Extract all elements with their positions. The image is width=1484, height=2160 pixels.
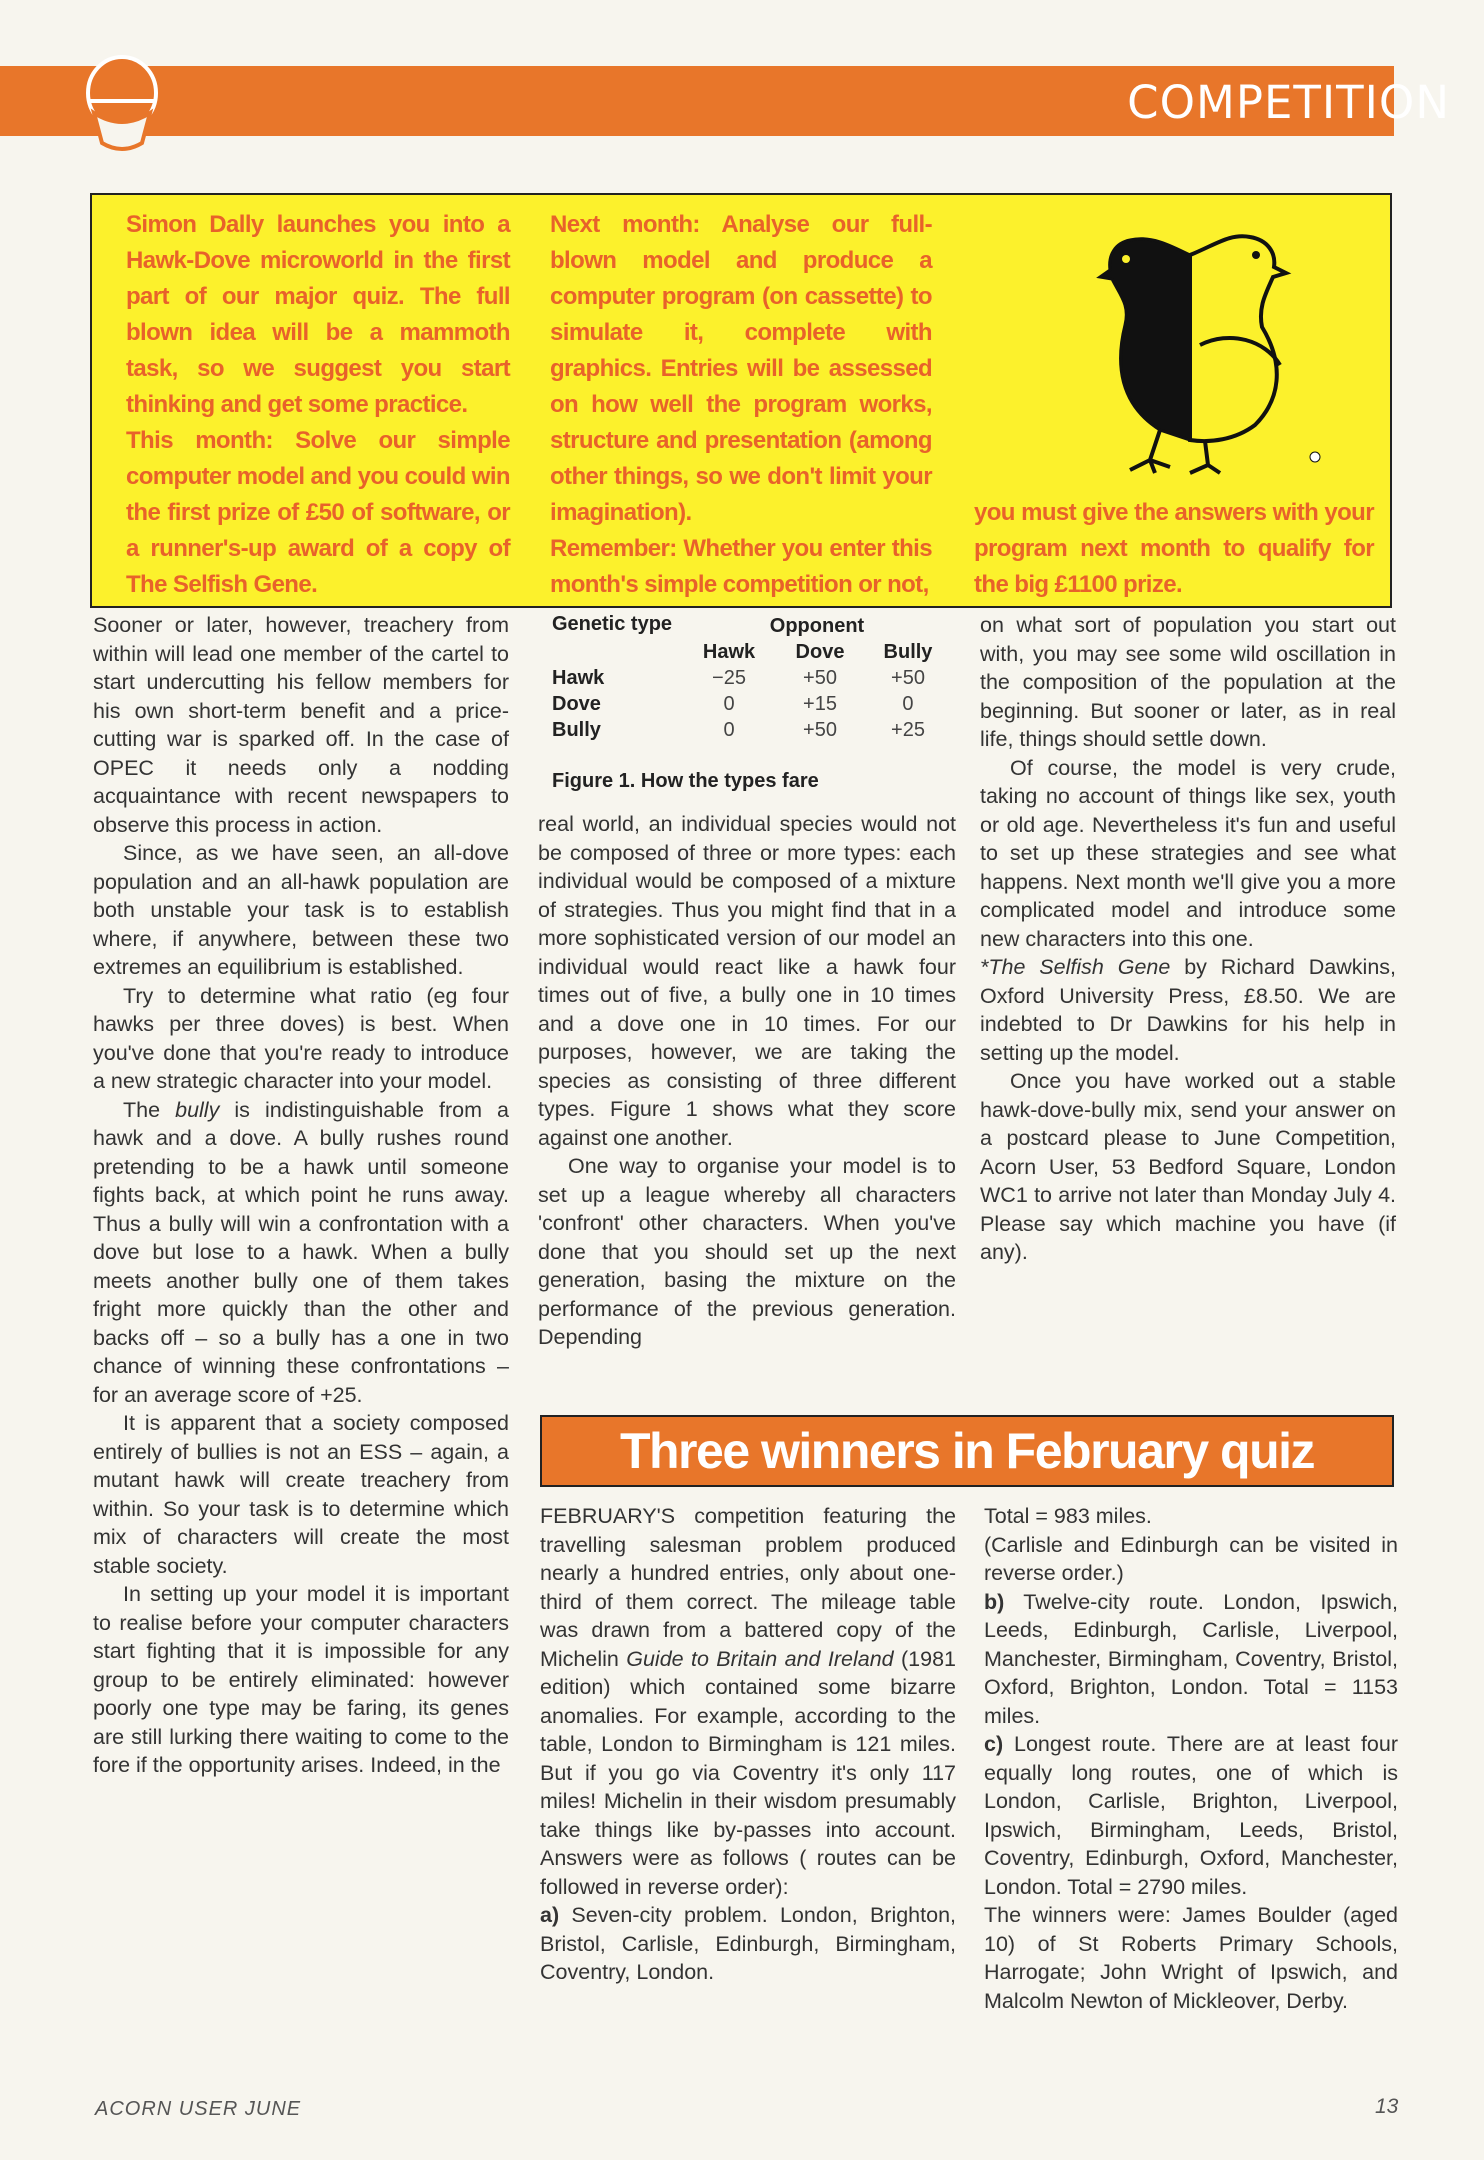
footer-publication: ACORN USER JUNE xyxy=(95,2098,302,2120)
intro-text: Remember: Whether you enter this month's simple competition or not, xyxy=(550,535,932,598)
italic-term: Guide to Britain and Ireland xyxy=(626,1646,894,1671)
section-label: COMPETITION xyxy=(1127,76,1450,129)
row-label: Bully xyxy=(552,718,601,741)
body-paragraph: In setting up your model it is important to realise before your computer characters start fighting that it is impossible for any group to be entirely eliminated: however poorly one type may be faring, its genes are still lurking there waiting to come to the fore if the opportunity arises. Indeed, in the xyxy=(93,1582,509,1777)
genetic-type-header: Genetic type xyxy=(552,613,673,635)
body-paragraph: real world, an individual species would not be composed of three or more types: each individual would be composed of a mixture of strategies. Thus you might find that in a more sophisticated version of our model an individual would react like a hawk four times out of five, a bully one in 10 times and a dove one in 10 times. For our purposes, however, we are taking the species as consisting of three different types. Figure 1 shows what they score against one another. xyxy=(538,812,956,1150)
winners-column-2 xyxy=(984,1502,1398,2015)
body-paragraph: Total = 983 miles. xyxy=(984,1504,1152,1528)
table-cell: +15 xyxy=(803,692,837,715)
body-paragraph: Once you have worked out a stable hawk-dove-bully mix, send your answer on a postcard please to June Competition, Acorn User, 53 Bedford Square, London WC1 to arrive not later than Monday July 4. Please say which machine you have (if any). xyxy=(980,1069,1396,1264)
italic-term: *The Selfish Gene xyxy=(980,955,1171,979)
table-cell: +50 xyxy=(803,718,837,741)
table-row xyxy=(552,717,952,743)
body-paragraph xyxy=(540,1901,956,1987)
figure-caption: Figure 1. How the types fare xyxy=(552,770,819,792)
winners-headline-bar xyxy=(540,1415,1394,1487)
row-label: Dove xyxy=(552,692,601,715)
column-header: Hawk xyxy=(702,640,756,663)
table-cell: 0 xyxy=(723,692,735,715)
hawk-dove-bird-icon xyxy=(1030,215,1350,485)
text-span: Longest route. There are at least four equally long routes, one of which is London, Carlisle, Brighton, Liverpool, Ipswich, Birmingham, Leeds, Bristol, Coventry, Edinburgh, Oxford, Manchester, London. Total = 2790 miles. xyxy=(984,1732,1398,1899)
page-number: 13 xyxy=(1375,2095,1399,2118)
row-label: Hawk xyxy=(552,666,605,689)
intro-column-1 xyxy=(126,207,510,603)
intro-column-2 xyxy=(550,207,932,603)
intro-column-3 xyxy=(974,495,1374,603)
body-paragraph: One way to organise your model is to set up a league whereby all characters 'confront' other characters. When you've done that you should set up the next generation, basing the mixture on the performance of the previous generation. Depending xyxy=(538,1154,956,1349)
text-span: Seven-city problem. London, Brighton, Bristol, Carlisle, Edinburgh, Birmingham, Coventry, London. xyxy=(540,1903,956,1984)
table-row xyxy=(552,665,952,691)
body-paragraph: (Carlisle and Edinburgh can be visited in reverse order.) xyxy=(984,1532,1398,1585)
body-paragraph: Sooner or later, however, treachery from within will lead one member of the cartel to start undercutting his fellow members for his own short-term benefit and a price-cutting war is sparked off. In the case of OPEC it needs only a nodding acquaintance with recent newspapers to observe this process in action. xyxy=(93,613,509,837)
table-cell: −25 xyxy=(712,666,746,689)
article-column-1 xyxy=(93,611,509,1780)
body-paragraph xyxy=(984,1588,1398,1731)
body-paragraph: Try to determine what ratio (eg four hawks per three doves) is best. When you've done that you're ready to introduce a new strategic character into your model. xyxy=(93,983,509,1093)
text-span: FEBRUARY'S competition featuring the travelling salesman problem produced nearly a hundred entries, only about one-third of them correct. The mileage table was drawn from a battered copy of the Michelin xyxy=(540,1504,956,1671)
answer-label: c) xyxy=(984,1732,1004,1756)
opponent-header: Opponent xyxy=(769,614,865,637)
intro-text: This month: Solve our simple computer model and you could win the first prize of £50 of software, or a runner's-up award of a copy of The Selfish Gene. xyxy=(126,427,510,598)
body-paragraph: Since, as we have seen, an all-dove population and an all-hawk population are both unstable your task is to establish where, if anywhere, between these two extremes an equilibrium is established. xyxy=(93,841,509,979)
column-header: Bully xyxy=(883,640,933,663)
body-paragraph xyxy=(93,1096,509,1410)
italic-term: bully xyxy=(175,1097,220,1122)
intro-text: you must give the answers with your program next month to qualify for the big £1100 prize. xyxy=(974,499,1374,598)
column-header: Dove xyxy=(795,640,845,663)
text-span: The xyxy=(123,1097,176,1122)
article-column-2 xyxy=(538,810,956,1352)
table-cell: +50 xyxy=(891,666,925,689)
figure-table xyxy=(552,613,952,743)
text-span: by Richard Dawkins, Oxford University Press, £8.50. We are indebted to Dr Dawkins for his help in setting up the model. xyxy=(980,955,1396,1065)
text-span: Twelve-city route. London, Ipswich, Leeds, Edinburgh, Carlisle, Liverpool, Manchester, Birmingham, Coventry, Bristol, Oxford, Brighton, London. Total = 1153 miles. xyxy=(984,1589,1398,1728)
text-span: is indistinguishable from a hawk and a dove. A bully rushes round pretending to be a hawk until someone fights back, at which point he runs away. Thus a bully will win a confrontation with a dove but lose to a hawk. When a bully meets another bully one of them takes fright more quickly than the other and backs off – so a bully has a one in two chance of winning these confrontations – for an average score of +25. xyxy=(93,1097,509,1407)
body-paragraph: on what sort of population you start out with, you may see some wild oscillation in the composition of the population at the beginning. But sooner or later, as in real life, things should settle down. xyxy=(980,613,1396,751)
body-paragraph xyxy=(540,1502,956,1901)
table-cell: +25 xyxy=(891,718,925,741)
table-cell: +50 xyxy=(803,666,837,689)
winners-headline: Three winners in February quiz xyxy=(619,1423,1315,1479)
body-paragraph xyxy=(984,1730,1398,1901)
body-paragraph: The winners were: James Boulder (aged 10) of St Roberts Primary Schools, Harrogate; John Wright of Ipswich, and Malcolm Newton of Mickleover, Derby. xyxy=(984,1903,1398,2013)
table-cell: 0 xyxy=(723,718,735,741)
article-column-3 xyxy=(980,611,1396,1267)
body-paragraph: Of course, the model is very crude, taking no account of things like sex, youth or old age. Nevertheless it's fun and useful to set up these strategies and see what happens. Next month we'll give you a more complicated model and introduce some new characters into this one. xyxy=(980,755,1396,951)
acorn-egg-logo-icon xyxy=(80,55,164,159)
body-paragraph: It is apparent that a society composed entirely of bullies is not an ESS – again, a mutant hawk will create treachery from within. So your task is to determine which mix of characters will create the most stable society. xyxy=(93,1411,509,1578)
winners-column-1 xyxy=(540,1502,956,1987)
text-span: (1981 edition) which contained some bizarre anomalies. For example, according to the table, London to Birmingham is 121 miles. But if you go via Coventry it's only 117 miles! Michelin in their wisdom presumably take things like by-passes into account. Answers were as follows ( routes can be followed in reverse order): xyxy=(540,1646,956,1899)
intro-text: Next month: Analyse our full-blown model and produce a computer program (on cassette) to simulate it, complete with graphics. Entries will be assessed on how well the program works, structure and presentation (among other things, so we don't limit your imagination). xyxy=(550,211,932,526)
table-row xyxy=(552,691,952,717)
answer-label: b) xyxy=(984,1589,1005,1614)
body-paragraph xyxy=(980,953,1396,1067)
intro-text: Simon Dally launches you into a Hawk-Dove microworld in the first part of our major quiz. The full blown idea will be a mammoth task, so we suggest you start thinking and get some practice. xyxy=(126,211,510,418)
table-cell: 0 xyxy=(902,692,914,715)
answer-label: a) xyxy=(540,1903,560,1927)
